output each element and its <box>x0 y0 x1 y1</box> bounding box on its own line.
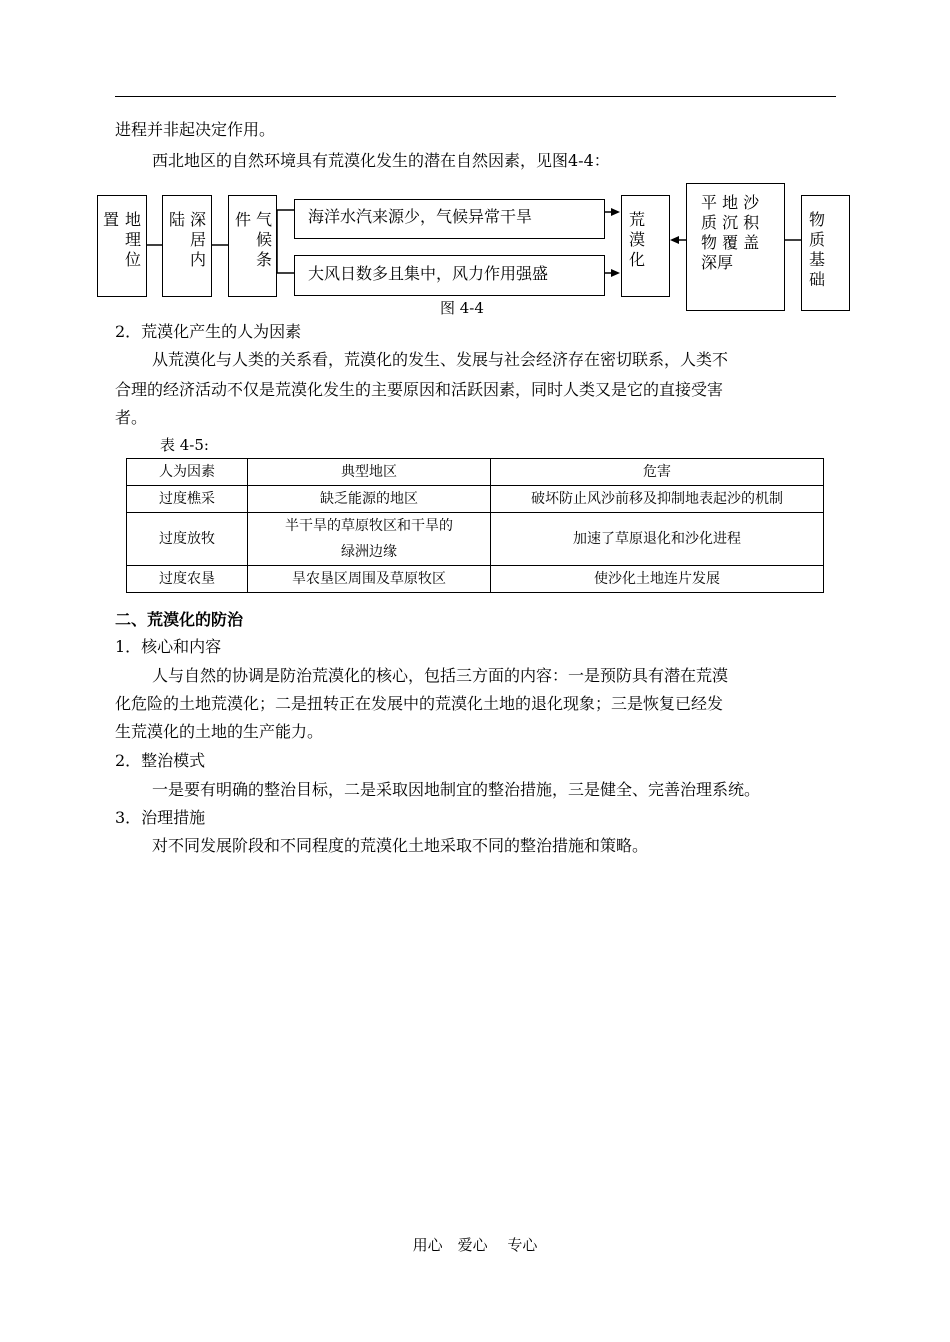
core-paragraph-line-2: 化危险的土地荒漠化；二是扭转正在发展中的荒漠化土地的退化现象；三是恢复已经发 <box>115 694 724 713</box>
page-footer: 用心 爱心 专心 <box>412 1236 538 1254</box>
box-sand-deposit: 平 地 沙 质 沉 积 物 覆 盖 深厚 <box>686 183 785 311</box>
table-4-5 <box>126 458 824 593</box>
subheading-mode: 2．整治模式 <box>115 751 206 770</box>
table-cell: 缺乏能源的地区 <box>248 486 491 513</box>
box-cause-arid: 海洋水汽来源少，气候异常干旱 <box>294 199 605 239</box>
figure-caption: 图 4-4 <box>440 299 484 317</box>
table-cell: 过度樵采 <box>127 486 248 513</box>
table-header-cell: 人为因素 <box>127 459 248 486</box>
table-header-row <box>127 459 824 486</box>
subheading-measures: 3．治理措施 <box>115 808 206 827</box>
table-caption: 表 4-5: <box>160 436 209 454</box>
table-row <box>127 566 824 593</box>
table-cell: 过度农垦 <box>127 566 248 593</box>
measures-paragraph: 对不同发展阶段和不同程度的荒漠化土地采取不同的整治措施和策略。 <box>152 836 649 855</box>
section-2-title: 二、荒漠化的防治 <box>115 610 244 629</box>
box-geographic-location: 置 地 理 位 <box>97 195 147 297</box>
box-material-basis: 物 质 基 础 <box>801 195 850 311</box>
table-row <box>127 513 824 566</box>
table-cell: 半干旱的草原牧区和干旱的 绿洲边缘 <box>248 513 491 566</box>
table-cell: 使沙化土地连片发展 <box>491 566 824 593</box>
core-paragraph-line-3: 生荒漠化的土地的生产能力。 <box>115 722 324 741</box>
top-text: 进程并非起决定作用。 <box>115 120 276 139</box>
core-paragraph-line-1: 人与自然的协调是防治荒漠化的核心，包括三方面的内容：一是预防具有潜在荒漠 <box>152 666 729 685</box>
mode-paragraph: 一是要有明确的整治目标，二是采取因地制宜的整治措施，三是健全、完善治理系统。 <box>152 780 761 799</box>
table-header-cell: 危害 <box>491 459 824 486</box>
box-climate-conditions: 件 气 候 条 <box>228 195 277 297</box>
human-paragraph-line-1: 从荒漠化与人类的关系看，荒漠化的发生、发展与社会经济存在密切联系，人类不 <box>152 350 729 369</box>
human-paragraph-line-3: 者。 <box>115 408 148 427</box>
intro-paragraph: 西北地区的自然环境具有荒漠化发生的潜在自然因素，见图4-4： <box>152 151 610 170</box>
table-header-cell: 典型地区 <box>248 459 491 486</box>
table-cell: 旱农垦区周围及草原牧区 <box>248 566 491 593</box>
box-deep-inland: 陆 深 居 内 <box>162 195 212 297</box>
human-paragraph-line-2: 合理的经济活动不仅是荒漠化发生的主要原因和活跃因素，同时人类又是它的直接受害 <box>115 380 724 399</box>
table-row <box>127 486 824 513</box>
section-human-factors-heading: 2．荒漠化产生的人为因素 <box>115 322 302 341</box>
box-cause-wind: 大风日数多且集中，风力作用强盛 <box>294 255 605 296</box>
table-cell: 加速了草原退化和沙化进程 <box>491 513 824 566</box>
box-desertification: 荒 漠 化 <box>621 195 670 297</box>
subheading-core: 1．核心和内容 <box>115 637 222 656</box>
table-cell: 过度放牧 <box>127 513 248 566</box>
table-cell: 破坏防止风沙前移及抑制地表起沙的机制 <box>491 486 824 513</box>
